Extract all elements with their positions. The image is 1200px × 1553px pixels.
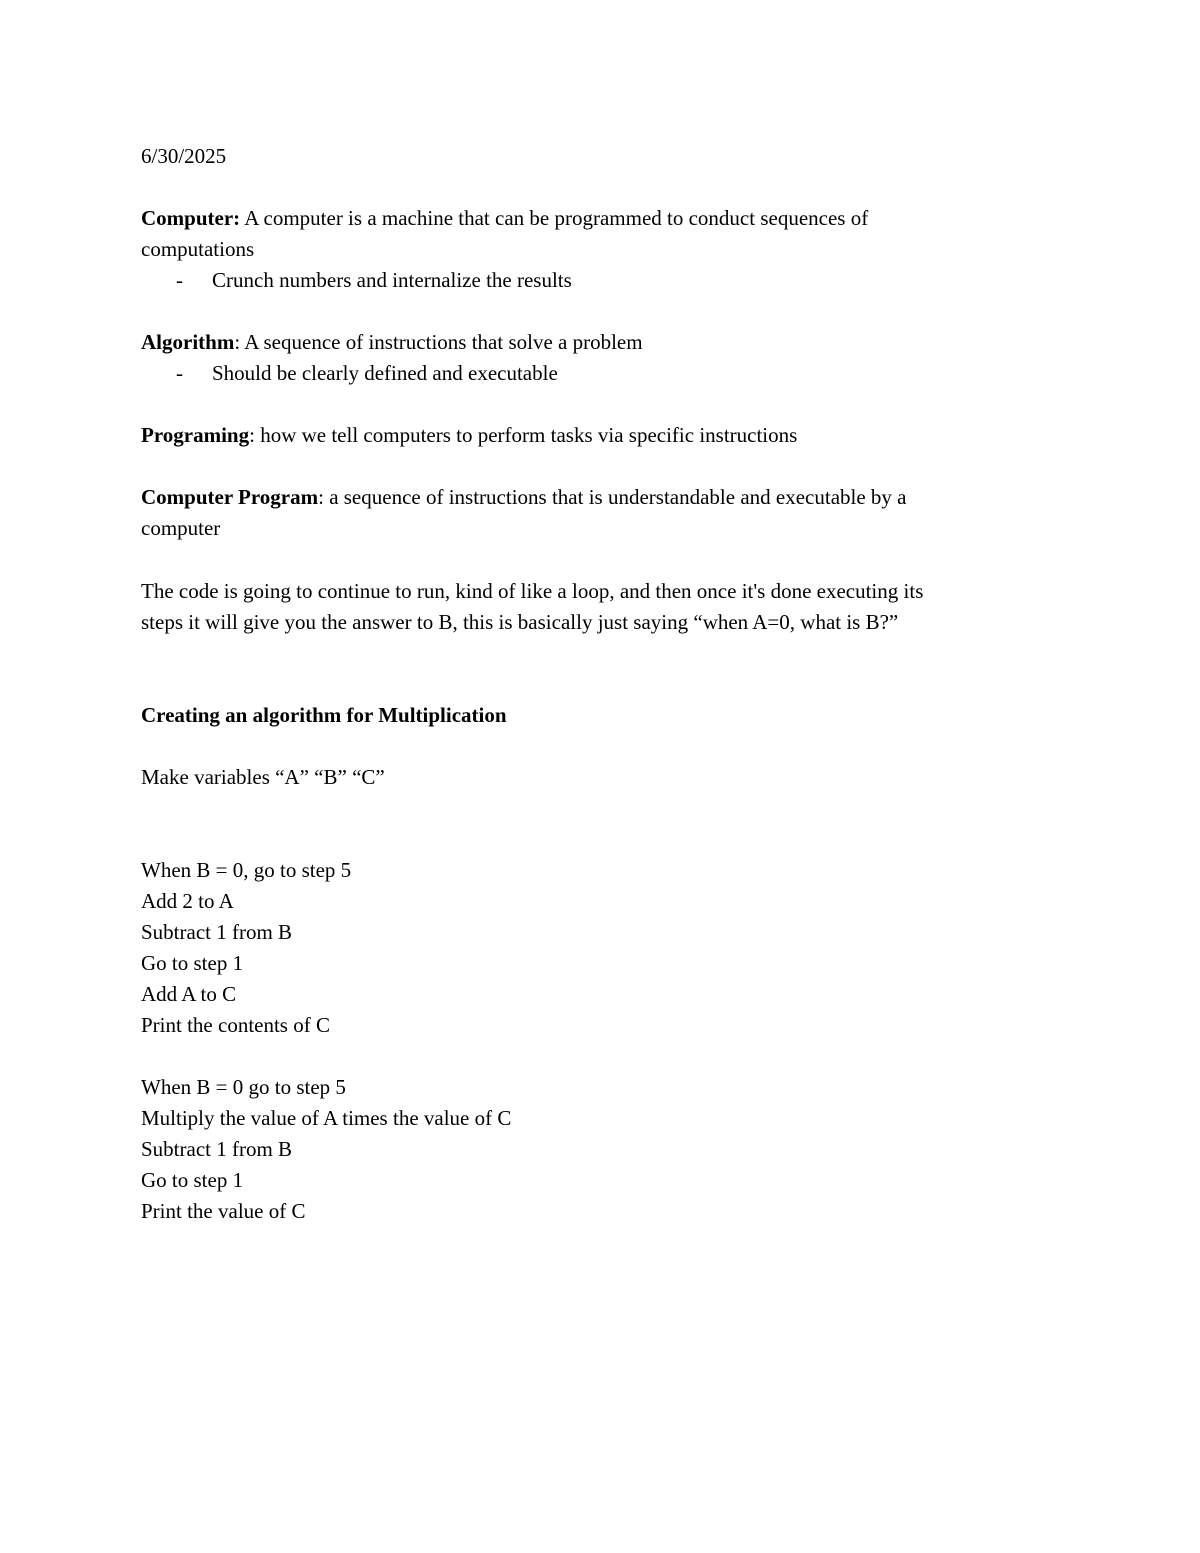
algorithm-term: Algorithm — [141, 330, 235, 354]
section-heading-text: Creating an algorithm for Multiplication — [141, 703, 507, 727]
algorithm1-step-2: Add 2 to A — [141, 889, 234, 913]
bullet-dash: - — [176, 268, 183, 292]
date-line: 6/30/2025 — [141, 144, 227, 168]
algorithm1-step-4: Go to step 1 — [141, 951, 244, 975]
algorithm1-step-1: When B = 0, go to step 5 — [141, 858, 352, 882]
computer-definition — [141, 203, 868, 234]
bullet-dash: - — [176, 361, 183, 385]
algorithm-bullet-text: Should be clearly defined and executable — [212, 361, 558, 385]
computer-bullet-text: Crunch numbers and internalize the results — [212, 268, 572, 292]
loop-note-line-2: steps it will give you the answer to B, this is basically just saying “when A=0, what is B?” — [141, 610, 899, 634]
computer-definition-text: A computer is a machine that can be programmed to conduct sequences of — [240, 206, 869, 230]
programing-term: Programing — [141, 423, 250, 447]
algorithm1-step-3: Subtract 1 from B — [141, 920, 293, 944]
algorithm2-step-3: Subtract 1 from B — [141, 1137, 293, 1161]
computer-program-definition-continued: computer — [141, 516, 221, 540]
algorithm1-step-6: Print the contents of C — [141, 1013, 330, 1037]
algorithm-definition — [141, 327, 643, 358]
loop-note-line-1: The code is going to continue to run, kind of like a loop, and then once it's done executing its — [141, 579, 924, 603]
algorithm1-step-5: Add A to C — [141, 982, 237, 1006]
algorithm2-step-5: Print the value of C — [141, 1199, 306, 1223]
computer-program-term: Computer Program — [141, 485, 319, 509]
computer-program-definition — [141, 482, 907, 513]
programing-definition-text: : how we tell computers to perform tasks via specific instructions — [249, 423, 798, 447]
computer-program-definition-text: : a sequence of instructions that is understandable and executable by a — [318, 485, 907, 509]
computer-term: Computer: — [141, 206, 241, 230]
algorithm-definition-text: : A sequence of instructions that solve a problem — [234, 330, 643, 354]
variables-line: Make variables “A” “B” “C” — [141, 765, 385, 789]
algorithm2-step-4: Go to step 1 — [141, 1168, 244, 1192]
programing-definition — [141, 420, 797, 451]
section-heading — [141, 700, 507, 731]
computer-definition-continued: computations — [141, 237, 255, 261]
algorithm2-step-2: Multiply the value of A times the value of C — [141, 1106, 512, 1130]
algorithm2-step-1: When B = 0 go to step 5 — [141, 1075, 346, 1099]
